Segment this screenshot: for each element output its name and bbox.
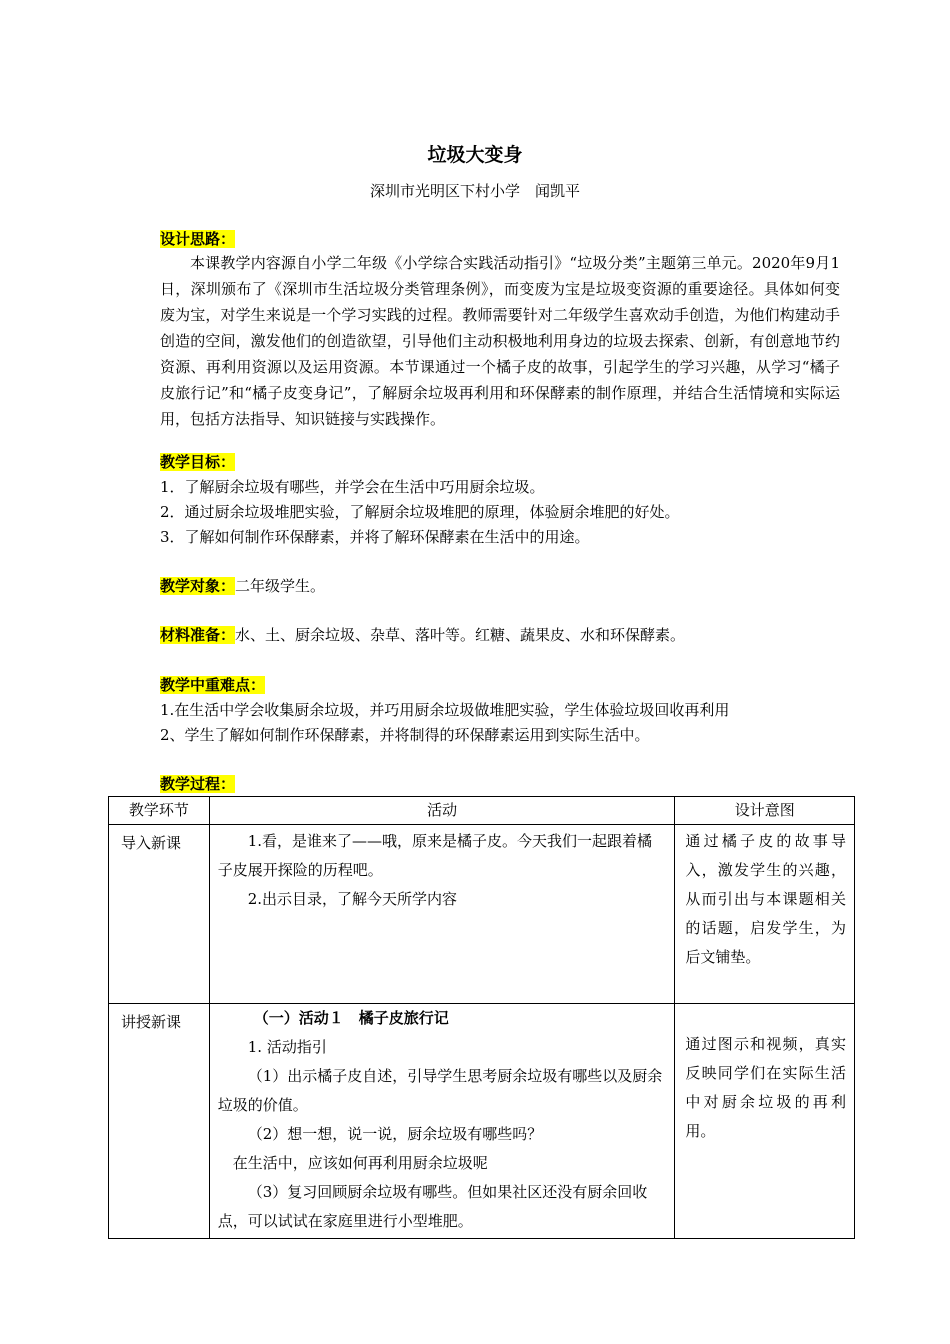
design-heading xyxy=(160,228,235,250)
document-title: 垃圾大变身 xyxy=(427,144,523,166)
keypoints-heading xyxy=(160,674,265,696)
intent-text: 通过橘子皮的故事导入，激发学生的兴趣，从而引出与本课题相关的话题，启发学生，为后文铺垫。 xyxy=(685,832,846,966)
materials-text: 水、土、厨余垃圾、杂草、落叶等。红糖、蔬果皮、水和环保酵素。 xyxy=(235,626,686,644)
author-line: 深圳市光明区下村小学 闻凯平 xyxy=(369,182,580,200)
header-activity: 活动 xyxy=(209,797,675,825)
header-stage: 教学环节 xyxy=(109,797,210,825)
target-text: 二年级学生。 xyxy=(235,577,326,595)
process-heading xyxy=(160,773,235,795)
activity-line: 1.看，是谁来了——哦，原来是橘子皮。今天我们一起跟着橘子皮展开探险的历程吧。 xyxy=(217,832,653,879)
activity-cell xyxy=(209,825,675,1004)
activity-title: （一）活动１ 橘子皮旅行记 xyxy=(253,1009,449,1027)
activity-cell xyxy=(209,1004,675,1239)
keypoint-item: 1.在生活中学会收集厨余垃圾，并巧用厨余垃圾做堆肥实验，学生体验垃圾回收再利用 xyxy=(160,701,730,719)
intent-cell xyxy=(675,1004,855,1239)
stage-cell: 导入新课 xyxy=(109,825,210,1004)
intent-text: 通过图示和视频，真实反映同学们在实际生活中对厨余垃圾的再利用。 xyxy=(685,1035,846,1140)
activity-line: 2.出示目录，了解今天所学内容 xyxy=(247,890,458,908)
stage-cell: 讲授新课 xyxy=(109,1004,210,1239)
goals-heading-label: 教学目标： xyxy=(160,453,236,471)
design-heading-label: 设计思路： xyxy=(160,230,236,248)
process-table xyxy=(108,796,855,1239)
goals-heading xyxy=(160,451,235,473)
design-paragraph: 本课教学内容源自小学二年级《小学综合实践活动指引》“垃圾分类”主题第三单元。2020年9月1日，深圳颁布了《深圳市生活垃圾分类管理条例》，而变废为宝是垃圾变资源的重要途径。具体如何变废为宝，对学生来说是一个学习实践的过程。教师需要针对二年级学生喜欢动手创造，为他们构建动手创造的空间，激发他们的创造欲望，引导他们主动积极地利用身边的垃圾去探索、创新，有创意地节约资源、再利用资源以及运用资源。本节课通过一个橘子皮的故事，引起学生的学习兴趣，从学习“橘子皮旅行记”和“橘子皮变身记”，了解厨余垃圾再利用和环保酵素的制作原理，并结合生活情境和实际运用，包括方法指导、知识链接与实践操作。 xyxy=(160,254,840,428)
keypoint-item: 2、学生了解如何制作环保酵素，并将制得的环保酵素运用到实际生活中。 xyxy=(160,726,650,744)
keypoints-heading-label: 教学中重难点： xyxy=(160,676,266,694)
goal-item: 1．了解厨余垃圾有哪些，并学会在生活中巧用厨余垃圾。 xyxy=(160,478,545,496)
target-line xyxy=(160,575,325,597)
process-heading-label: 教学过程： xyxy=(160,775,236,793)
table-row xyxy=(109,1004,855,1239)
goal-item: 3．了解如何制作环保酵素，并将了解环保酵素在生活中的用途。 xyxy=(160,528,590,546)
activity-line: （2）想一想，说一说，厨余垃圾有哪些吗？ xyxy=(247,1125,543,1143)
activity-line: （3）复习回顾厨余垃圾有哪些。但如果社区还没有厨余回收点，可以试试在家庭里进行小型堆肥。 xyxy=(217,1183,648,1230)
activity-line: 1. 活动指引 xyxy=(247,1038,327,1056)
materials-line xyxy=(160,624,685,646)
intent-cell xyxy=(675,825,855,1004)
materials-heading: 材料准备： xyxy=(160,626,236,644)
activity-line: （1）出示橘子皮自述，引导学生思考厨余垃圾有哪些以及厨余垃圾的价值。 xyxy=(217,1067,663,1114)
table-header-row xyxy=(109,797,855,825)
table-row xyxy=(109,825,855,1004)
target-heading: 教学对象： xyxy=(160,577,236,595)
activity-line: 在生活中，应该如何再利用厨余垃圾呢 xyxy=(232,1154,488,1172)
goal-item: 2．通过厨余垃圾堆肥实验，了解厨余垃圾堆肥的原理，体验厨余堆肥的好处。 xyxy=(160,503,680,521)
header-intent: 设计意图 xyxy=(675,797,855,825)
